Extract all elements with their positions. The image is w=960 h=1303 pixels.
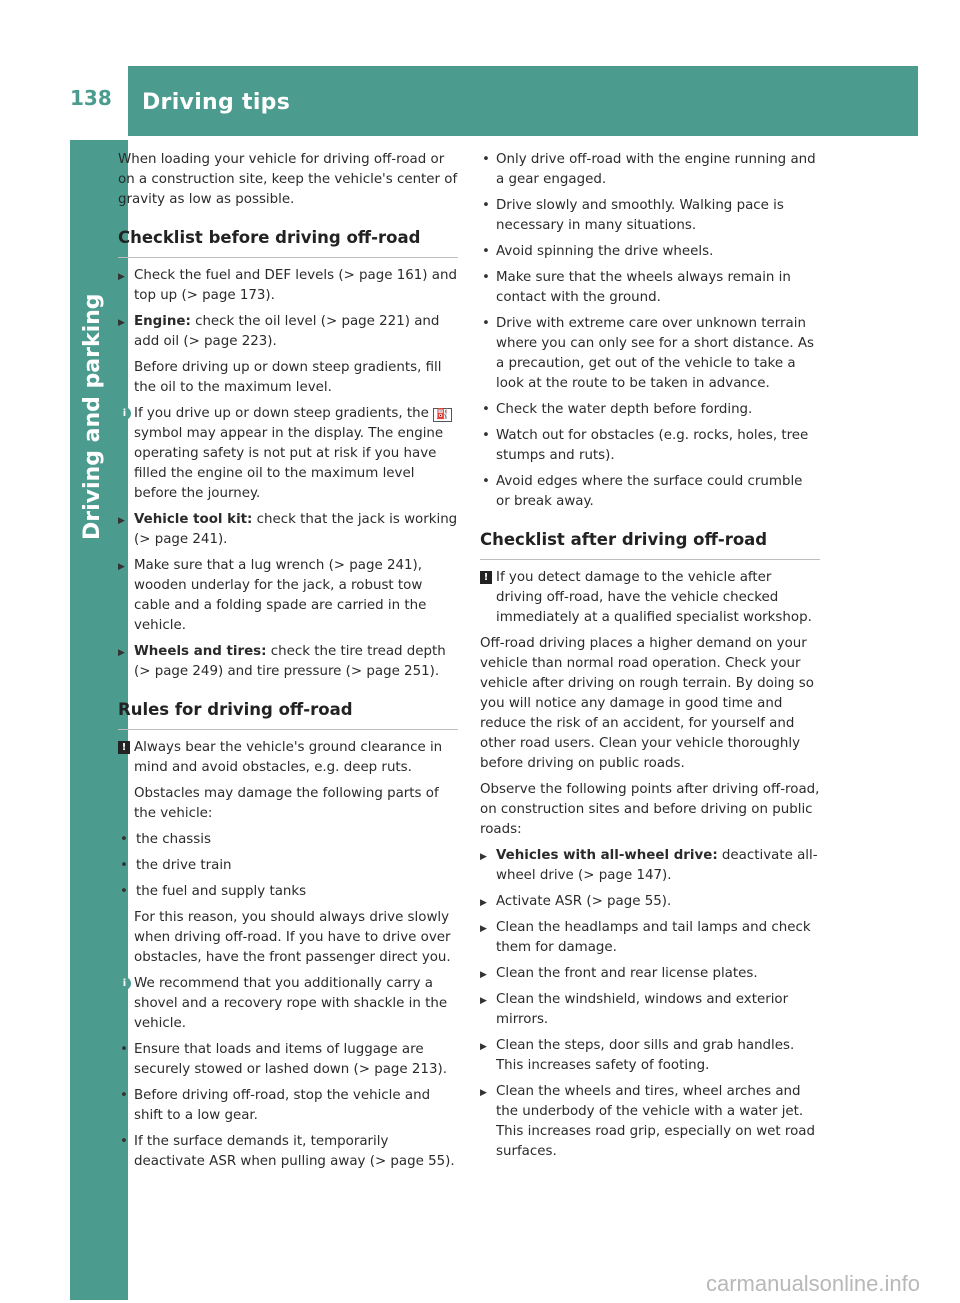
warning-note: Obstacles may damage the following parts of the vehicle: [134, 786, 439, 821]
heading-checklist-after: Checklist after driving off-road [480, 530, 820, 550]
step-clean-steps: ▶ Clean the steps, door sills and grab handles. This increases safety of footing. [480, 1036, 820, 1076]
page-number: 138 [70, 86, 112, 110]
list-item: • Drive slowly and smoothly. Walking pace is necessary in many situations. [480, 196, 820, 236]
warning-icon: ! [118, 741, 130, 754]
list-item: • Check the water depth before fording. [480, 400, 820, 420]
step-all-wheel-drive: ▶ Vehicles with all-wheel drive: deactivate all-wheel drive (> page 147). [480, 846, 820, 886]
list-item: • Ensure that loads and items of luggage are securely stowed or lashed down (> page 213). [118, 1040, 458, 1080]
warning-icon: ! [480, 571, 492, 584]
paragraph-observe: Observe the following points after driving off-road, on construction sites and before driving on public roads: [480, 782, 820, 837]
step-clean-plates: ▶ Clean the front and rear license plates. [480, 964, 820, 984]
list-item: • Make sure that the wheels always remain in contact with the ground. [480, 268, 820, 308]
list-item: • Drive with extreme care over unknown terrain where you can only see for a short distance. As a precaution, get out of the vehicle to take a look at the route to be taken in advance. [480, 314, 820, 394]
list-item: • Only drive off-road with the engine running and a gear engaged. [480, 150, 820, 190]
step-fuel: ▶ Check the fuel and DEF levels (> page 161) and top up (> page 173). [118, 266, 458, 306]
step-engine-note: Before driving up or down steep gradients, fill the oil to the maximum level. [134, 360, 442, 395]
step-wheels-tires: ▶ Wheels and tires: check the tire tread depth (> page 249) and tire pressure (> page 251). [118, 642, 458, 682]
warning-damage: ! If you detect damage to the vehicle after driving off-road, have the vehicle checked immediately at a qualified specialist workshop. [480, 568, 820, 628]
heading-checklist-before: Checklist before driving off-road [118, 228, 458, 248]
info-note-shovel: i We recommend that you additionally carry a shovel and a recovery rope with shackle in the vehicle. [118, 974, 458, 1034]
list-item: • Watch out for obstacles (e.g. rocks, holes, tree stumps and ruts). [480, 426, 820, 466]
step-tool-kit: ▶ Vehicle tool kit: check that the jack is working (> page 241). [118, 510, 458, 550]
engine-symbol-icon: ⛽ [433, 408, 451, 422]
list-item: • the chassis [118, 830, 458, 850]
list-item: • the fuel and supply tanks [118, 882, 458, 902]
list-item: • Before driving off-road, stop the vehicle and shift to a low gear. [118, 1086, 458, 1126]
step-lug-wrench: ▶ Make sure that a lug wrench (> page 241), wooden underlay for the jack, a robust tow cable and a folding spade are carried in the vehicle. [118, 556, 458, 636]
list-item: • the drive train [118, 856, 458, 876]
list-item: • Avoid spinning the drive wheels. [480, 242, 820, 262]
list-item: • Avoid edges where the surface could crumble or break away. [480, 472, 820, 512]
section-title: Driving and parking [80, 293, 105, 540]
heading-rules: Rules for driving off-road [118, 700, 458, 720]
left-column [118, 150, 458, 1178]
paragraph-offroad-demand: Off-road driving places a higher demand on your vehicle than normal road operation. Check your vehicle after driving on rough terrain. By doing so you will notice any damage in good time and reduce the risk of an accident, for yourself and other road users. Clean your vehicle thoroughly before driving on public roads. [480, 636, 814, 771]
step-clean-lamps: ▶ Clean the headlamps and tail lamps and check them for damage. [480, 918, 820, 958]
warning-ground-clearance: ! Always bear the vehicle's ground clearance in mind and avoid obstacles, e.g. deep ruts. [118, 738, 458, 778]
right-column [480, 150, 820, 1168]
page-header [0, 66, 960, 136]
info-note-gradients: i If you drive up or down steep gradients, the ⛽ symbol may appear in the display. The engine operating safety is not put at risk if you have filled the engine oil to the maximum level before the journey. [118, 404, 458, 504]
step-clean-windshield: ▶ Clean the windshield, windows and exterior mirrors. [480, 990, 820, 1030]
warning-conclusion: For this reason, you should always drive slowly when driving off-road. If you have to drive over obstacles, have the front passenger direct you. [134, 910, 451, 965]
info-icon: i [118, 407, 131, 420]
info-icon: i [118, 977, 131, 990]
step-clean-wheels: ▶ Clean the wheels and tires, wheel arches and the underbody of the vehicle with a water jet. This increases road grip, especially on wet road surfaces. [480, 1082, 820, 1162]
step-engine: ▶ Engine: check the oil level (> page 221) and add oil (> page 223). [118, 312, 458, 352]
list-item: • If the surface demands it, temporarily deactivate ASR when pulling away (> page 55). [118, 1132, 458, 1172]
intro-paragraph: When loading your vehicle for driving off-road or on a construction site, keep the vehicle's center of gravity as low as possible. [118, 152, 458, 207]
page-title: Driving tips [142, 90, 291, 115]
watermark: carmanualsonline.info [705, 1271, 920, 1296]
step-activate-asr: ▶ Activate ASR (> page 55). [480, 892, 820, 912]
